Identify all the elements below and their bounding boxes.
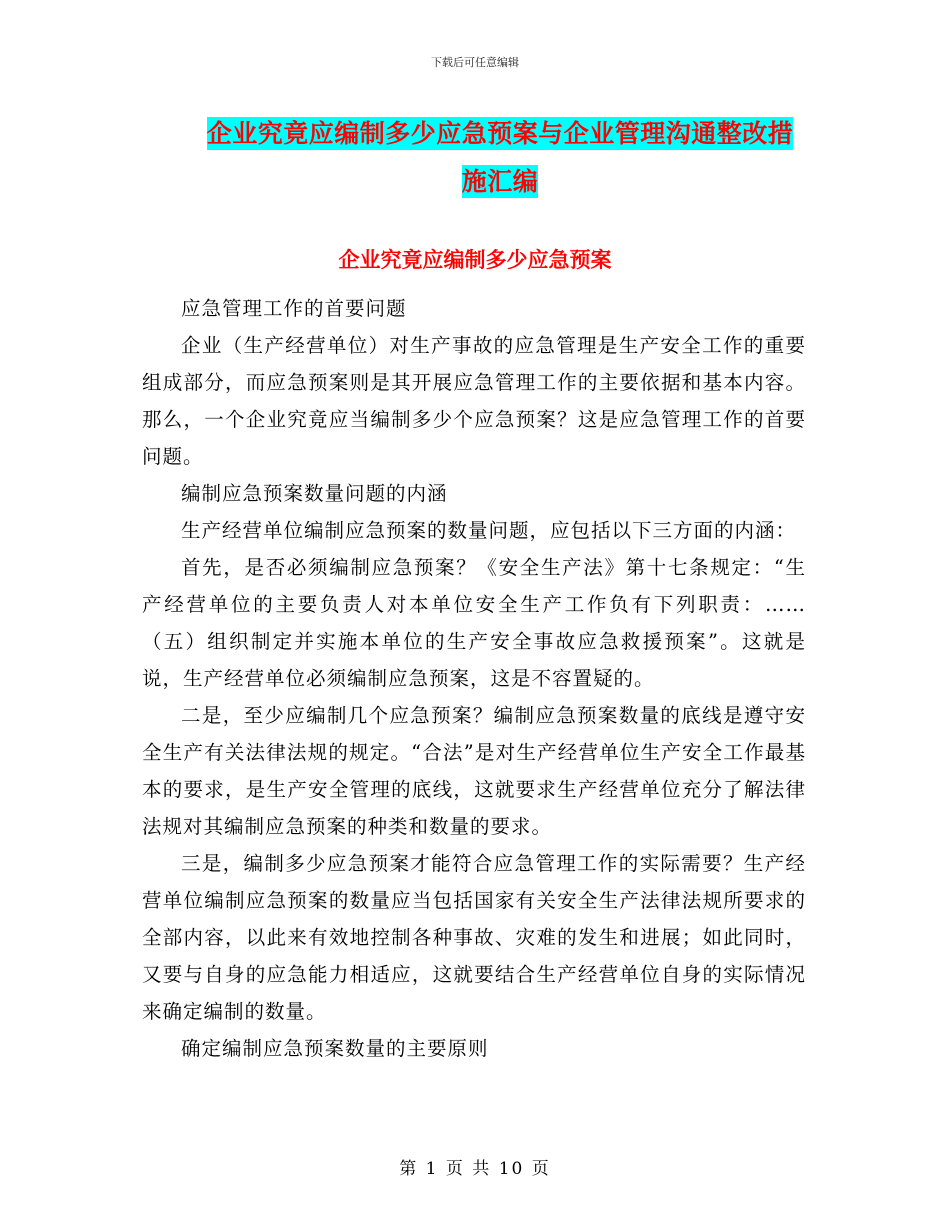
body-paragraph: 三是，编制多少应急预案才能符合应急管理工作的实际需要？生产经营单位编制应急预案的数量应当包括国家有关安全生产法律法规所要求的全部内容，以此来有效地控制各种事故、灾难的发生和进展；如此同时，又要与自身的应急能力相适应，这就要结合生产经营单位自身的实际情况来确定编制的数量。 bbox=[142, 852, 806, 1023]
subheading-paragraph: 应急管理工作的首要问题 bbox=[181, 297, 407, 320]
body-paragraph: 首先，是否必须编制应急预案？《安全生产法》第十七条规定：“生产经营单位的主要负责人对本单位安全生产工作负有下列职责：……（五）组织制定并实施本单位的生产安全事故应急救援预案”。这就是说，生产经营单位必须编制应急预案，这是不容置疑的。 bbox=[142, 556, 806, 690]
subheading-paragraph: 编制应急预案数量问题的内涵 bbox=[181, 482, 448, 505]
document-title bbox=[190, 110, 810, 206]
document-title-line-1: 企业究竟应编制多少应急预案与企业管理沟通整改措 bbox=[206, 119, 794, 148]
section-title: 企业究竟应编制多少应急预案 bbox=[338, 248, 612, 272]
page-number-footer: 第 1 页 共 10 页 bbox=[399, 1159, 551, 1179]
body-paragraph: 二是，至少应编制几个应急预案？编制应急预案数量的底线是遵守安全生产有关法律法规的规定。“合法”是对生产经营单位生产安全工作最基本的要求，是生产安全管理的底线，这就要求生产经营单位充分了解法律法规对其编制应急预案的种类和数量的要求。 bbox=[142, 704, 806, 838]
page-header-note: 下载后可任意编辑 bbox=[431, 56, 519, 69]
body-paragraph: 生产经营单位编制应急预案的数量问题，应包括以下三方面的内涵： bbox=[181, 519, 797, 542]
body-paragraph: 企业（生产经营单位）对生产事故的应急管理是生产安全工作的重要组成部分，而应急预案则是其开展应急管理工作的主要依据和基本内容。那么，一个企业究竟应当编制多少个应急预案？这是应急管理工作的首要问题。 bbox=[142, 334, 806, 468]
body-text bbox=[142, 290, 806, 1067]
subheading-paragraph: 确定编制应急预案数量的主要原则 bbox=[181, 1037, 489, 1060]
document-title-line-2: 施汇编 bbox=[461, 167, 539, 196]
